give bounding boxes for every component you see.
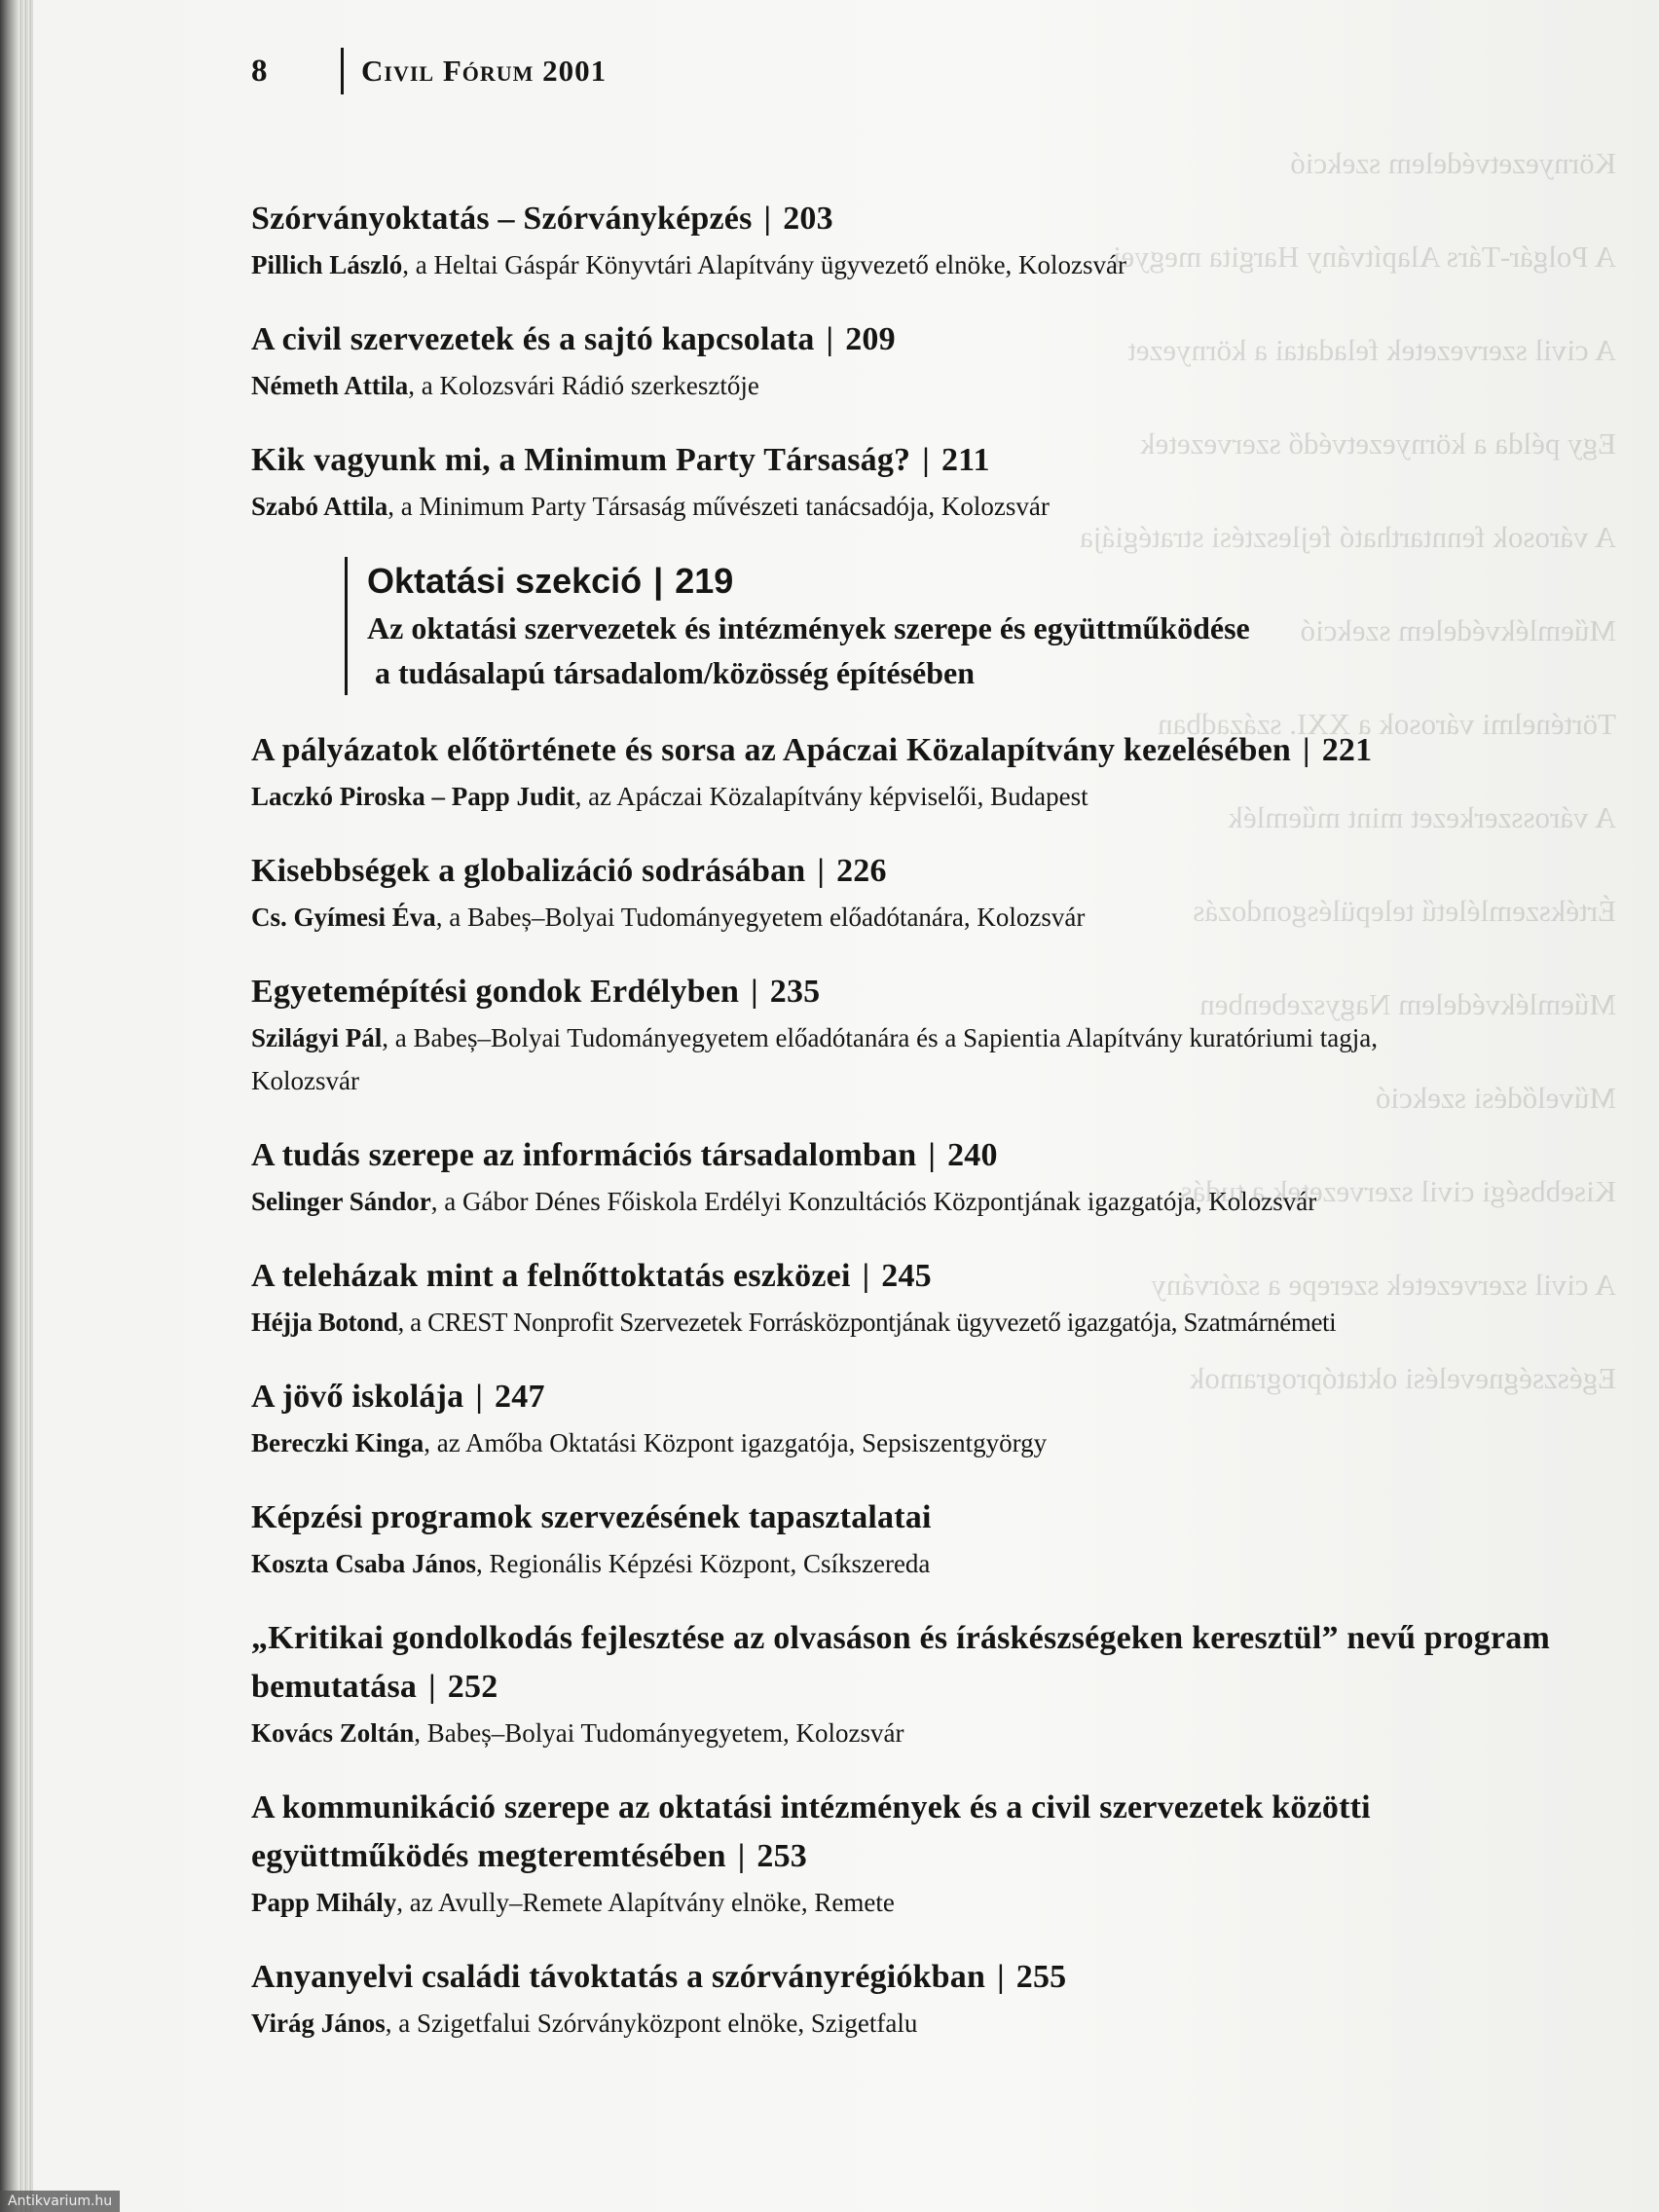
toc-entry	[251, 847, 1604, 939]
entry-page: 235	[769, 974, 821, 1010]
toc-entry	[251, 726, 1604, 818]
entry-author: Papp Mihály, az Avully–Remete Alapítvány elnöke, Remete	[251, 1888, 895, 1917]
entry-title: „Kritikai gondolkodás fejlesztése az olvasáson és íráskészségeken keresztül” nevű program bemutatása | 252	[251, 1620, 1550, 1705]
entry-author: Bereczki Kinga, az Amőba Oktatási Központ igazgatója, Sepsiszentgyörgy	[251, 1428, 1048, 1457]
entry-page: 209	[845, 321, 896, 357]
entry-page: 255	[1015, 1959, 1067, 1995]
entry-page: 252	[447, 1669, 498, 1705]
running-header	[251, 47, 607, 95]
section-page: 219	[675, 561, 734, 601]
entry-title: A kommunikáció szerepe az oktatási intézmények és a civil szervezetek közötti együttműködés megteremtésében | 253	[251, 1789, 1371, 1874]
entry-author: Koszta Csaba János, Regionális Képzési Központ, Csíkszereda	[251, 1549, 931, 1578]
toc-entry	[251, 968, 1604, 1102]
toc-entry	[251, 1953, 1604, 2045]
entry-title: A teleházak mint a felnőttoktatás eszközei | 245	[251, 1258, 932, 1294]
entry-title: Anyanyelvi családi távoktatás a szórványrégiókban | 255	[251, 1959, 1067, 1995]
entry-author: Cs. Gyímesi Éva, a Babeș–Bolyai Tudományegyetem előadótanára, Kolozsvár	[251, 903, 1086, 932]
entry-title: Kik vagyunk mi, a Minimum Party Társaság? | 211	[251, 442, 990, 478]
toc-entry	[251, 1784, 1604, 1924]
page-number: 8	[251, 53, 268, 89]
section-title: Oktatási szekció | 219	[367, 561, 734, 601]
entry-title: A tudás szerepe az információs társadalomban | 240	[251, 1137, 998, 1173]
entry-title: A jövő iskolája | 247	[251, 1379, 545, 1415]
entry-page: 247	[495, 1379, 545, 1415]
entry-author: Szilágyi Pál, a Babeș–Bolyai Tudományegyetem előadótanára és a Sapientia Alapítvány kuratóriumi tagja, Kolozsvár	[251, 1023, 1378, 1095]
entry-author: Szabó Attila, a Minimum Party Társaság művészeti tanácsadója, Kolozsvár	[251, 492, 1050, 521]
section-subtitle: Az oktatási szervezetek és intézmények szerepe és együttműködése	[367, 610, 1250, 645]
entry-title: Képzési programok szervezésének tapasztalatai	[251, 1499, 932, 1535]
entry-title: A civil szervezetek és a sajtó kapcsolata | 209	[251, 321, 896, 357]
entry-page: 240	[947, 1137, 998, 1173]
entry-author: Németh Attila, a Kolozsvári Rádió szerkesztője	[251, 371, 759, 400]
entry-title: Egyetemépítési gondok Erdélyben | 235	[251, 974, 821, 1010]
entry-page: 226	[836, 853, 887, 889]
entry-author: Selinger Sándor, a Gábor Dénes Főiskola Erdélyi Konzultációs Központjának igazgatója, Kolozsvár	[251, 1187, 1317, 1216]
entry-page: 203	[783, 201, 833, 237]
header-divider	[341, 48, 344, 94]
entry-author: Pillich László, a Heltai Gáspár Könyvtári Alapítvány ügyvezető elnöke, Kolozsvár	[251, 250, 1127, 279]
entry-page: 253	[756, 1838, 807, 1874]
page-stack-edge	[18, 0, 33, 2212]
toc-entry	[251, 195, 1604, 286]
table-of-contents	[251, 195, 1604, 2074]
journal-title: Civil Fórum 2001	[361, 54, 608, 88]
entry-page: 245	[881, 1258, 932, 1294]
watermark: Antikvarium.hu	[0, 2191, 120, 2212]
section-subtitle: a tudásalapú társadalom/közösség építésében	[375, 655, 976, 690]
show-through-text: Környezetvédelem szekció A Polgár-Társ Alapítvány Hargita megyei A civil szervezetek feladatai a környezet Egy példa a környezetvédő szervezetek A városok fenntartható fejlesztési stratégiája Műemlékvédelem szekció Történelmi városok a XXI. században A városszerkezet mint műemlék Értékszemléletű településgondozás Műemlékvédelem Nagyszebenben Művelődési szekció Kisebbségi civil szervezetek a tudás A civil szervezetek szerepe a szórvány Egészségnevelési oktatóprogramok	[1080, 146, 1616, 1395]
entry-author: Héjja Botond, a CREST Nonprofit Szervezetek Forrásközpontjának ügyvezető igazgatója, Szatmárnémeti	[251, 1308, 1337, 1337]
entry-author: Kovács Zoltán, Babeș–Bolyai Tudományegyetem, Kolozsvár	[251, 1718, 904, 1748]
entry-page: 221	[1321, 732, 1373, 768]
entry-author: Laczkó Piroska – Papp Judit, az Apáczai Közalapítvány képviselői, Budapest	[251, 782, 1088, 811]
toc-entry	[251, 315, 1604, 407]
toc-entry	[251, 1373, 1604, 1464]
entry-title: Kisebbségek a globalizáció sodrásában | 226	[251, 853, 887, 889]
section-heading	[345, 557, 1604, 695]
toc-entry	[251, 436, 1604, 528]
entry-title: Szórványoktatás – Szórványképzés | 203	[251, 201, 833, 237]
toc-entry	[251, 1493, 1604, 1585]
entry-title: A pályázatok előtörténete és sorsa az Apáczai Közalapítvány kezelésében | 221	[251, 732, 1373, 768]
toc-entry	[251, 1614, 1604, 1754]
toc-entry	[251, 1131, 1604, 1223]
entry-page: 211	[940, 442, 990, 478]
entry-author: Virág János, a Szigetfalui Szórványközpont elnöke, Szigetfalu	[251, 2009, 918, 2038]
toc-entry	[251, 1252, 1604, 1344]
